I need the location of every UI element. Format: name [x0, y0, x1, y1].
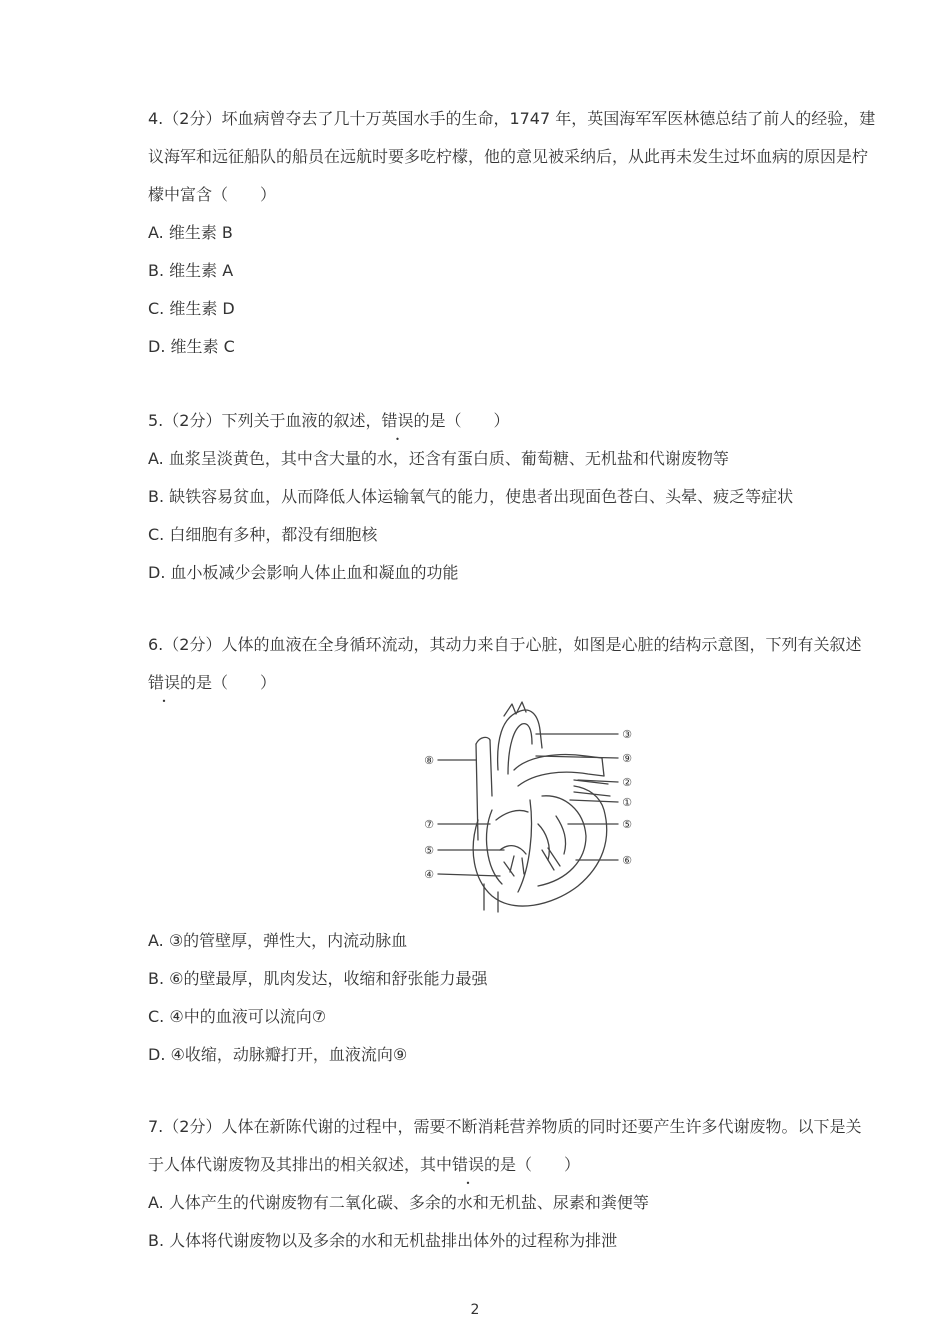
- q5-option-d: D. 血小板减少会影响人体止血和凝血的功能: [148, 563, 459, 582]
- heart-label-7: ⑦: [424, 818, 434, 831]
- q4-option-b: B. 维生素 A: [148, 261, 234, 280]
- heart-structure-diagram: [418, 700, 640, 918]
- heart-label-3: ③: [622, 728, 632, 741]
- question-6-options: [148, 922, 908, 1074]
- heart-label-5-left: ⑤: [424, 844, 434, 857]
- question-4: [148, 100, 908, 366]
- q5-stem-pre: 5.（2分）下列关于血液的叙述，: [148, 411, 382, 430]
- q6-option-b: B. ⑥的壁最厚，肌肉发达，收缩和舒张能力最强: [148, 969, 488, 988]
- q4-option-c: C. 维生素 D: [148, 299, 235, 318]
- heart-label-2: ②: [622, 776, 632, 789]
- q5-emphasis-mark: 错误: [381, 411, 414, 430]
- q7-option-a: A. 人体产生的代谢废物有二氧化碳、多余的水和无机盐、尿素和粪便等: [148, 1193, 649, 1212]
- q4-option-a: A. 维生素 B: [148, 223, 233, 242]
- q7-stem-line-1: 7.（2分）人体在新陈代谢的过程中，需要不断消耗营养物质的同时还要产生许多代谢废物。以下是关: [148, 1117, 862, 1136]
- q6-option-d: D. ④收缩，动脉瓣打开，血液流向⑨: [148, 1045, 408, 1064]
- q6-stem-post: 的是（ ）: [180, 673, 277, 692]
- heart-label-1: ①: [622, 796, 632, 809]
- question-7: [148, 1108, 908, 1260]
- q4-stem-line-2: 议海军和远征船队的船员在远航时要多吃柠檬，他的意见被采纳后，从此再未发生过坏血病的原因是柠: [148, 147, 869, 166]
- heart-label-6: ⑥: [622, 854, 632, 867]
- q6-emphasis-mark: 错误: [148, 673, 181, 692]
- q6-option-a: A. ③的管壁厚，弹性大，内流动脉血: [148, 931, 408, 950]
- heart-label-9: ⑨: [622, 752, 632, 765]
- q5-option-c: C. 白细胞有多种，都没有细胞核: [148, 525, 378, 544]
- q7-option-b: B. 人体将代谢废物以及多余的水和无机盐排出体外的过程称为排泄: [148, 1231, 618, 1250]
- q7-stem-post: 的是（ ）: [484, 1155, 581, 1174]
- q4-stem-line-1: 4.（2分）坏血病曾夺去了几十万英国水手的生命，1747 年，英国海军军医林德总结了前人的经验，建: [148, 109, 876, 128]
- heart-label-4: ④: [424, 868, 434, 881]
- heart-label-5-right: ⑤: [622, 818, 632, 831]
- page-number: 2: [470, 1302, 480, 1318]
- question-5: [148, 402, 908, 592]
- q4-option-d: D. 维生素 C: [148, 337, 235, 356]
- q4-stem-line-3: 檬中富含（ ）: [148, 185, 277, 204]
- q7-emphasis-mark: 错误: [452, 1155, 485, 1174]
- q5-option-b: B. 缺铁容易贫血，从而降低人体运输氧气的能力，使患者出现面色苍白、头晕、疲乏等症状: [148, 487, 794, 506]
- q7-stem-pre: 于人体代谢废物及其排出的相关叙述，其中: [148, 1155, 453, 1174]
- q5-stem: [148, 402, 908, 440]
- q6-stem-line-2: [148, 664, 908, 702]
- q5-stem-post: 的是（ ）: [413, 411, 510, 430]
- heart-label-8: ⑧: [424, 754, 434, 767]
- question-6: [148, 626, 908, 702]
- q7-stem-line-2: [148, 1146, 908, 1184]
- q6-option-c: C. ④中的血液可以流向⑦: [148, 1007, 327, 1026]
- q5-option-a: A. 血浆呈淡黄色，其中含大量的水，还含有蛋白质、葡萄糖、无机盐和代谢废物等: [148, 449, 729, 468]
- q6-stem-line-1: 6.（2分）人体的血液在全身循环流动，其动力来自于心脏，如图是心脏的结构示意图，下列有关叙述: [148, 635, 862, 654]
